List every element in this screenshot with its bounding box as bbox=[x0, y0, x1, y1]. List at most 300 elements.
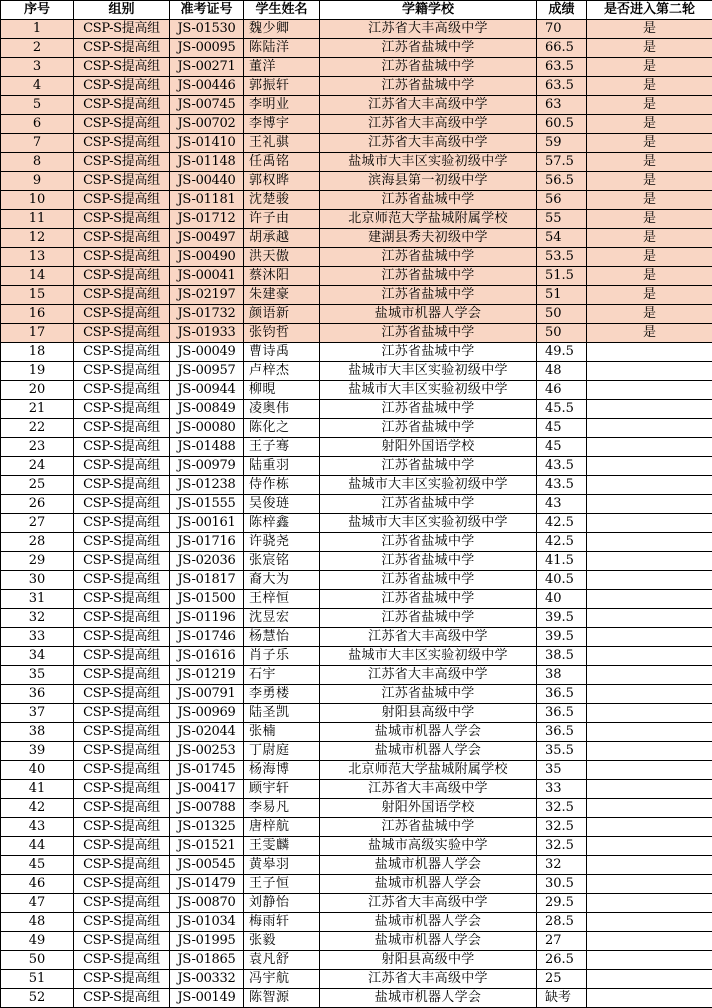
cell-group: CSP-S提高组 bbox=[74, 571, 170, 590]
cell-index: 6 bbox=[1, 115, 74, 134]
cell-group: CSP-S提高组 bbox=[74, 153, 170, 172]
cell-exam-id: JS-01219 bbox=[170, 666, 244, 685]
cell-school: 盐城市机器人学会 bbox=[320, 913, 537, 932]
cell-group: CSP-S提高组 bbox=[74, 172, 170, 191]
cell-exam-id: JS-00080 bbox=[170, 419, 244, 438]
cell-second-round bbox=[587, 438, 712, 457]
cell-student-name: 裔大为 bbox=[244, 571, 320, 590]
cell-score: 35.5 bbox=[537, 742, 587, 761]
cell-score: 39.5 bbox=[537, 609, 587, 628]
cell-score: 缺考 bbox=[537, 989, 587, 1008]
cell-second-round bbox=[587, 533, 712, 552]
table-row bbox=[1, 571, 712, 590]
cell-second-round: 是 bbox=[587, 210, 712, 229]
table-row bbox=[1, 172, 712, 191]
cell-group: CSP-S提高组 bbox=[74, 970, 170, 989]
cell-group: CSP-S提高组 bbox=[74, 894, 170, 913]
table-row bbox=[1, 134, 712, 153]
cell-exam-id: JS-00446 bbox=[170, 77, 244, 96]
cell-second-round bbox=[587, 476, 712, 495]
cell-index: 42 bbox=[1, 799, 74, 818]
cell-student-name: 李博宇 bbox=[244, 115, 320, 134]
cell-group: CSP-S提高组 bbox=[74, 267, 170, 286]
cell-school: 盐城市大丰区实验初级中学 bbox=[320, 647, 537, 666]
cell-index: 1 bbox=[1, 20, 74, 39]
cell-school: 江苏省大丰高级中学 bbox=[320, 894, 537, 913]
cell-score: 42.5 bbox=[537, 533, 587, 552]
cell-exam-id: JS-01745 bbox=[170, 761, 244, 780]
cell-group: CSP-S提高组 bbox=[74, 305, 170, 324]
cell-group: CSP-S提高组 bbox=[74, 989, 170, 1008]
cell-second-round: 是 bbox=[587, 286, 712, 305]
cell-group: CSP-S提高组 bbox=[74, 324, 170, 343]
cell-second-round bbox=[587, 514, 712, 533]
table-row bbox=[1, 704, 712, 723]
cell-student-name: 石宇 bbox=[244, 666, 320, 685]
cell-index: 36 bbox=[1, 685, 74, 704]
cell-second-round bbox=[587, 685, 712, 704]
cell-exam-id: JS-00545 bbox=[170, 856, 244, 875]
cell-student-name: 魏少卿 bbox=[244, 20, 320, 39]
cell-score: 38.5 bbox=[537, 647, 587, 666]
cell-school: 盐城市机器人学会 bbox=[320, 875, 537, 894]
cell-second-round: 是 bbox=[587, 20, 712, 39]
cell-school: 射阳县高级中学 bbox=[320, 951, 537, 970]
cell-student-name: 郭振轩 bbox=[244, 77, 320, 96]
cell-second-round bbox=[587, 799, 712, 818]
cell-school: 射阳外国语学校 bbox=[320, 799, 537, 818]
table-row bbox=[1, 191, 712, 210]
header-student-name: 学生姓名 bbox=[244, 1, 320, 20]
cell-score: 55 bbox=[537, 210, 587, 229]
table-row bbox=[1, 495, 712, 514]
cell-student-name: 张宸铭 bbox=[244, 552, 320, 571]
cell-student-name: 陈陆洋 bbox=[244, 39, 320, 58]
cell-score: 51 bbox=[537, 286, 587, 305]
cell-score: 57.5 bbox=[537, 153, 587, 172]
cell-school: 盐城市机器人学会 bbox=[320, 932, 537, 951]
cell-exam-id: JS-01488 bbox=[170, 438, 244, 457]
cell-exam-id: JS-01712 bbox=[170, 210, 244, 229]
cell-index: 12 bbox=[1, 229, 74, 248]
cell-group: CSP-S提高组 bbox=[74, 77, 170, 96]
cell-index: 34 bbox=[1, 647, 74, 666]
cell-group: CSP-S提高组 bbox=[74, 799, 170, 818]
cell-school: 江苏省盐城中学 bbox=[320, 457, 537, 476]
cell-school: 北京师范大学盐城附属学校 bbox=[320, 210, 537, 229]
cell-index: 30 bbox=[1, 571, 74, 590]
cell-student-name: 陈梓鑫 bbox=[244, 514, 320, 533]
cell-group: CSP-S提高组 bbox=[74, 609, 170, 628]
table-row bbox=[1, 799, 712, 818]
cell-second-round bbox=[587, 818, 712, 837]
cell-student-name: 许子由 bbox=[244, 210, 320, 229]
cell-exam-id: JS-00791 bbox=[170, 685, 244, 704]
cell-second-round: 是 bbox=[587, 172, 712, 191]
table-row bbox=[1, 875, 712, 894]
table-row bbox=[1, 514, 712, 533]
cell-exam-id: JS-00041 bbox=[170, 267, 244, 286]
cell-score: 41.5 bbox=[537, 552, 587, 571]
cell-second-round bbox=[587, 457, 712, 476]
table-row bbox=[1, 894, 712, 913]
cell-group: CSP-S提高组 bbox=[74, 780, 170, 799]
cell-second-round bbox=[587, 590, 712, 609]
cell-student-name: 蔡沐阳 bbox=[244, 267, 320, 286]
cell-school: 江苏省大丰高级中学 bbox=[320, 20, 537, 39]
cell-group: CSP-S提高组 bbox=[74, 761, 170, 780]
cell-exam-id: JS-01616 bbox=[170, 647, 244, 666]
cell-school: 盐城市机器人学会 bbox=[320, 856, 537, 875]
cell-school: 江苏省盐城中学 bbox=[320, 419, 537, 438]
table-body bbox=[1, 20, 712, 1008]
header-score: 成绩 bbox=[537, 1, 587, 20]
cell-score: 50 bbox=[537, 305, 587, 324]
cell-school: 滨海县第一初级中学 bbox=[320, 172, 537, 191]
cell-exam-id: JS-01995 bbox=[170, 932, 244, 951]
cell-second-round bbox=[587, 704, 712, 723]
cell-second-round bbox=[587, 343, 712, 362]
cell-second-round bbox=[587, 856, 712, 875]
cell-student-name: 凌奥伟 bbox=[244, 400, 320, 419]
cell-second-round: 是 bbox=[587, 229, 712, 248]
cell-score: 63 bbox=[537, 96, 587, 115]
cell-score: 39.5 bbox=[537, 628, 587, 647]
cell-group: CSP-S提高组 bbox=[74, 20, 170, 39]
table-row bbox=[1, 229, 712, 248]
cell-exam-id: JS-01555 bbox=[170, 495, 244, 514]
cell-score: 26.5 bbox=[537, 951, 587, 970]
cell-index: 31 bbox=[1, 590, 74, 609]
cell-student-name: 张钧哲 bbox=[244, 324, 320, 343]
cell-second-round bbox=[587, 419, 712, 438]
cell-exam-id: JS-00417 bbox=[170, 780, 244, 799]
table-row bbox=[1, 438, 712, 457]
cell-index: 19 bbox=[1, 362, 74, 381]
cell-exam-id: JS-01410 bbox=[170, 134, 244, 153]
cell-group: CSP-S提高组 bbox=[74, 533, 170, 552]
cell-index: 25 bbox=[1, 476, 74, 495]
cell-second-round bbox=[587, 666, 712, 685]
cell-school: 江苏省盐城中学 bbox=[320, 77, 537, 96]
cell-index: 51 bbox=[1, 970, 74, 989]
cell-second-round bbox=[587, 647, 712, 666]
cell-school: 江苏省盐城中学 bbox=[320, 286, 537, 305]
cell-score: 46 bbox=[537, 381, 587, 400]
cell-score: 40 bbox=[537, 590, 587, 609]
cell-student-name: 陈智源 bbox=[244, 989, 320, 1008]
cell-school: 江苏省盐城中学 bbox=[320, 590, 537, 609]
cell-index: 52 bbox=[1, 989, 74, 1008]
table-row bbox=[1, 362, 712, 381]
cell-student-name: 曹诗禹 bbox=[244, 343, 320, 362]
cell-student-name: 陈化之 bbox=[244, 419, 320, 438]
cell-group: CSP-S提高组 bbox=[74, 115, 170, 134]
cell-second-round bbox=[587, 780, 712, 799]
cell-score: 28.5 bbox=[537, 913, 587, 932]
cell-index: 26 bbox=[1, 495, 74, 514]
cell-school: 江苏省盐城中学 bbox=[320, 343, 537, 362]
cell-school: 建湖县秀夫初级中学 bbox=[320, 229, 537, 248]
cell-student-name: 朱建豪 bbox=[244, 286, 320, 305]
cell-score: 49.5 bbox=[537, 343, 587, 362]
table-row bbox=[1, 818, 712, 837]
cell-index: 37 bbox=[1, 704, 74, 723]
cell-group: CSP-S提高组 bbox=[74, 875, 170, 894]
cell-group: CSP-S提高组 bbox=[74, 286, 170, 305]
cell-school: 盐城市大丰区实验初级中学 bbox=[320, 153, 537, 172]
cell-student-name: 张楠 bbox=[244, 723, 320, 742]
cell-index: 17 bbox=[1, 324, 74, 343]
cell-school: 江苏省盐城中学 bbox=[320, 58, 537, 77]
cell-exam-id: JS-01817 bbox=[170, 571, 244, 590]
table-row bbox=[1, 96, 712, 115]
table-row bbox=[1, 343, 712, 362]
cell-group: CSP-S提高组 bbox=[74, 514, 170, 533]
cell-index: 21 bbox=[1, 400, 74, 419]
cell-index: 41 bbox=[1, 780, 74, 799]
cell-group: CSP-S提高组 bbox=[74, 666, 170, 685]
cell-school: 江苏省盐城中学 bbox=[320, 533, 537, 552]
cell-second-round bbox=[587, 761, 712, 780]
cell-student-name: 王子恒 bbox=[244, 875, 320, 894]
cell-group: CSP-S提高组 bbox=[74, 229, 170, 248]
cell-exam-id: JS-01148 bbox=[170, 153, 244, 172]
cell-group: CSP-S提高组 bbox=[74, 96, 170, 115]
table-row bbox=[1, 305, 712, 324]
table-row bbox=[1, 77, 712, 96]
cell-school: 北京师范大学盐城附属学校 bbox=[320, 761, 537, 780]
cell-index: 32 bbox=[1, 609, 74, 628]
cell-index: 7 bbox=[1, 134, 74, 153]
cell-student-name: 丁尉庭 bbox=[244, 742, 320, 761]
cell-index: 18 bbox=[1, 343, 74, 362]
cell-score: 60.5 bbox=[537, 115, 587, 134]
cell-second-round: 是 bbox=[587, 324, 712, 343]
cell-student-name: 梅雨轩 bbox=[244, 913, 320, 932]
cell-student-name: 沈昱宏 bbox=[244, 609, 320, 628]
cell-exam-id: JS-01732 bbox=[170, 305, 244, 324]
cell-second-round: 是 bbox=[587, 134, 712, 153]
cell-student-name: 杨慧怡 bbox=[244, 628, 320, 647]
cell-index: 38 bbox=[1, 723, 74, 742]
cell-student-name: 颜语新 bbox=[244, 305, 320, 324]
table-row bbox=[1, 381, 712, 400]
table-row bbox=[1, 685, 712, 704]
cell-score: 32 bbox=[537, 856, 587, 875]
cell-group: CSP-S提高组 bbox=[74, 590, 170, 609]
cell-school: 江苏省盐城中学 bbox=[320, 267, 537, 286]
cell-school: 江苏省大丰高级中学 bbox=[320, 666, 537, 685]
cell-group: CSP-S提高组 bbox=[74, 932, 170, 951]
table-row bbox=[1, 58, 712, 77]
table-row bbox=[1, 533, 712, 552]
cell-score: 56 bbox=[537, 191, 587, 210]
table-row bbox=[1, 628, 712, 647]
cell-exam-id: JS-00490 bbox=[170, 248, 244, 267]
cell-score: 45.5 bbox=[537, 400, 587, 419]
header-row bbox=[1, 1, 712, 20]
table-row bbox=[1, 419, 712, 438]
cell-score: 35 bbox=[537, 761, 587, 780]
cell-exam-id: JS-01500 bbox=[170, 590, 244, 609]
cell-index: 5 bbox=[1, 96, 74, 115]
cell-student-name: 杨海博 bbox=[244, 761, 320, 780]
cell-index: 29 bbox=[1, 552, 74, 571]
cell-second-round bbox=[587, 628, 712, 647]
table-row bbox=[1, 476, 712, 495]
cell-score: 25 bbox=[537, 970, 587, 989]
cell-school: 射阳县高级中学 bbox=[320, 704, 537, 723]
header-index: 序号 bbox=[1, 1, 74, 20]
cell-student-name: 李勇楼 bbox=[244, 685, 320, 704]
cell-score: 63.5 bbox=[537, 58, 587, 77]
cell-student-name: 肖子乐 bbox=[244, 647, 320, 666]
table-row bbox=[1, 552, 712, 571]
table-row bbox=[1, 780, 712, 799]
cell-second-round: 是 bbox=[587, 115, 712, 134]
cell-student-name: 黄皋羽 bbox=[244, 856, 320, 875]
cell-group: CSP-S提高组 bbox=[74, 419, 170, 438]
cell-student-name: 吴俊琏 bbox=[244, 495, 320, 514]
cell-exam-id: JS-01181 bbox=[170, 191, 244, 210]
cell-exam-id: JS-01521 bbox=[170, 837, 244, 856]
cell-student-name: 李易凡 bbox=[244, 799, 320, 818]
cell-second-round: 是 bbox=[587, 39, 712, 58]
cell-school: 江苏省大丰高级中学 bbox=[320, 970, 537, 989]
cell-exam-id: JS-00944 bbox=[170, 381, 244, 400]
cell-score: 42.5 bbox=[537, 514, 587, 533]
cell-school: 盐城市机器人学会 bbox=[320, 305, 537, 324]
cell-exam-id: JS-02036 bbox=[170, 552, 244, 571]
cell-score: 43 bbox=[537, 495, 587, 514]
cell-student-name: 刘静怡 bbox=[244, 894, 320, 913]
cell-student-name: 王子骞 bbox=[244, 438, 320, 457]
cell-school: 盐城市机器人学会 bbox=[320, 989, 537, 1008]
cell-score: 56.5 bbox=[537, 172, 587, 191]
cell-score: 53.5 bbox=[537, 248, 587, 267]
cell-index: 8 bbox=[1, 153, 74, 172]
table-row bbox=[1, 970, 712, 989]
cell-index: 35 bbox=[1, 666, 74, 685]
cell-index: 40 bbox=[1, 761, 74, 780]
cell-index: 45 bbox=[1, 856, 74, 875]
cell-score: 32.5 bbox=[537, 818, 587, 837]
cell-group: CSP-S提高组 bbox=[74, 58, 170, 77]
table-row bbox=[1, 324, 712, 343]
cell-group: CSP-S提高组 bbox=[74, 343, 170, 362]
cell-score: 38 bbox=[537, 666, 587, 685]
cell-score: 63.5 bbox=[537, 77, 587, 96]
table-row bbox=[1, 267, 712, 286]
table-row bbox=[1, 590, 712, 609]
cell-school: 江苏省盐城中学 bbox=[320, 191, 537, 210]
cell-school: 江苏省盐城中学 bbox=[320, 39, 537, 58]
cell-school: 江苏省盐城中学 bbox=[320, 400, 537, 419]
cell-exam-id: JS-00161 bbox=[170, 514, 244, 533]
table-row bbox=[1, 742, 712, 761]
cell-score: 50 bbox=[537, 324, 587, 343]
cell-score: 45 bbox=[537, 438, 587, 457]
cell-second-round bbox=[587, 381, 712, 400]
cell-exam-id: JS-01716 bbox=[170, 533, 244, 552]
cell-exam-id: JS-00870 bbox=[170, 894, 244, 913]
cell-exam-id: JS-00497 bbox=[170, 229, 244, 248]
cell-exam-id: JS-00957 bbox=[170, 362, 244, 381]
cell-school: 江苏省盐城中学 bbox=[320, 248, 537, 267]
cell-student-name: 陆重羽 bbox=[244, 457, 320, 476]
cell-student-name: 顾宇轩 bbox=[244, 780, 320, 799]
cell-second-round bbox=[587, 742, 712, 761]
cell-exam-id: JS-00095 bbox=[170, 39, 244, 58]
cell-index: 15 bbox=[1, 286, 74, 305]
cell-exam-id: JS-02197 bbox=[170, 286, 244, 305]
cell-index: 24 bbox=[1, 457, 74, 476]
cell-exam-id: JS-00849 bbox=[170, 400, 244, 419]
cell-group: CSP-S提高组 bbox=[74, 362, 170, 381]
cell-second-round bbox=[587, 837, 712, 856]
cell-score: 40.5 bbox=[537, 571, 587, 590]
cell-second-round bbox=[587, 609, 712, 628]
table-row bbox=[1, 286, 712, 305]
cell-student-name: 洪天傲 bbox=[244, 248, 320, 267]
cell-student-name: 沈楚骏 bbox=[244, 191, 320, 210]
cell-index: 49 bbox=[1, 932, 74, 951]
cell-second-round bbox=[587, 875, 712, 894]
cell-index: 11 bbox=[1, 210, 74, 229]
cell-index: 10 bbox=[1, 191, 74, 210]
cell-second-round: 是 bbox=[587, 58, 712, 77]
cell-exam-id: JS-01238 bbox=[170, 476, 244, 495]
table-row bbox=[1, 989, 712, 1008]
cell-score: 33 bbox=[537, 780, 587, 799]
cell-index: 20 bbox=[1, 381, 74, 400]
cell-group: CSP-S提高组 bbox=[74, 818, 170, 837]
cell-exam-id: JS-01530 bbox=[170, 20, 244, 39]
cell-score: 36.5 bbox=[537, 704, 587, 723]
cell-school: 盐城市大丰区实验初级中学 bbox=[320, 514, 537, 533]
cell-score: 32.5 bbox=[537, 837, 587, 856]
cell-score: 30.5 bbox=[537, 875, 587, 894]
table-row bbox=[1, 115, 712, 134]
cell-student-name: 唐梓航 bbox=[244, 818, 320, 837]
cell-exam-id: JS-00271 bbox=[170, 58, 244, 77]
cell-student-name: 张毅 bbox=[244, 932, 320, 951]
cell-second-round: 是 bbox=[587, 96, 712, 115]
table-row bbox=[1, 39, 712, 58]
cell-second-round bbox=[587, 970, 712, 989]
cell-group: CSP-S提高组 bbox=[74, 438, 170, 457]
cell-group: CSP-S提高组 bbox=[74, 647, 170, 666]
cell-second-round bbox=[587, 362, 712, 381]
cell-student-name: 胡承越 bbox=[244, 229, 320, 248]
cell-index: 44 bbox=[1, 837, 74, 856]
table-row bbox=[1, 913, 712, 932]
cell-group: CSP-S提高组 bbox=[74, 381, 170, 400]
cell-second-round bbox=[587, 894, 712, 913]
table-row bbox=[1, 856, 712, 875]
cell-score: 43.5 bbox=[537, 457, 587, 476]
cell-exam-id: JS-01746 bbox=[170, 628, 244, 647]
table-row bbox=[1, 400, 712, 419]
cell-index: 9 bbox=[1, 172, 74, 191]
cell-school: 江苏省大丰高级中学 bbox=[320, 115, 537, 134]
cell-exam-id: JS-00440 bbox=[170, 172, 244, 191]
table-row bbox=[1, 951, 712, 970]
cell-index: 4 bbox=[1, 77, 74, 96]
cell-group: CSP-S提高组 bbox=[74, 552, 170, 571]
cell-score: 29.5 bbox=[537, 894, 587, 913]
